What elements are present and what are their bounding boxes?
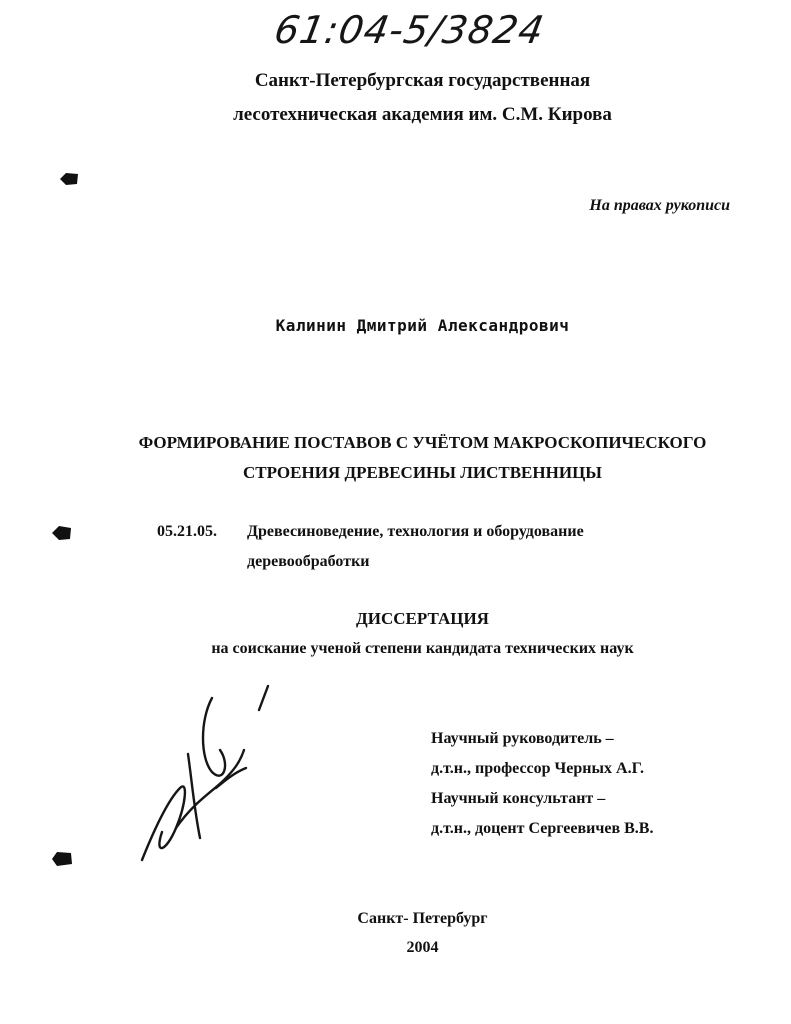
thesis-title-line-2: СТРОЕНИЯ ДРЕВЕСИНЫ ЛИСТВЕННИЦЫ [243, 463, 602, 482]
specialty-code: 05.21.05. [157, 523, 217, 540]
thesis-title-line-1: ФОРМИРОВАНИЕ ПОСТАВОВ С УЧЁТОМ МАКРОСКОПИЧЕСКОГО [138, 433, 707, 452]
consultant-label: Научный консультант – [431, 790, 606, 807]
institution-line-1: Санкт-Петербургская государственная [254, 70, 591, 91]
consultant-name: д.т.н., доцент Сергеевичев В.В. [431, 820, 654, 837]
dissertation-subtitle: на соискание ученой степени кандидата технических наук [211, 640, 634, 657]
institution-line-2: лесотехническая академия им. С.М. Кирова [233, 104, 612, 125]
supervisor-label: Научный руководитель – [431, 730, 614, 747]
binding-hole-icon [50, 850, 74, 868]
year: 2004 [406, 939, 439, 956]
author-name: Калинин Дмитрий Александрович [275, 316, 570, 335]
dissertation-label: ДИССЕРТАЦИЯ [356, 609, 489, 628]
rights-note: На правах рукописи [589, 197, 730, 214]
specialty-name-line-2: деревообработки [247, 553, 370, 570]
city: Санкт- Петербург [357, 910, 488, 927]
handwritten-stamp-number: 61:04-5/3824 [271, 8, 548, 52]
binding-hole-icon [58, 170, 80, 188]
supervisor-name: д.т.н., профессор Черных А.Г. [431, 760, 644, 777]
specialty-name-line-1: Древесиноведение, технология и оборудование [247, 523, 584, 540]
signature-icon [128, 680, 288, 870]
binding-hole-icon [50, 523, 74, 543]
